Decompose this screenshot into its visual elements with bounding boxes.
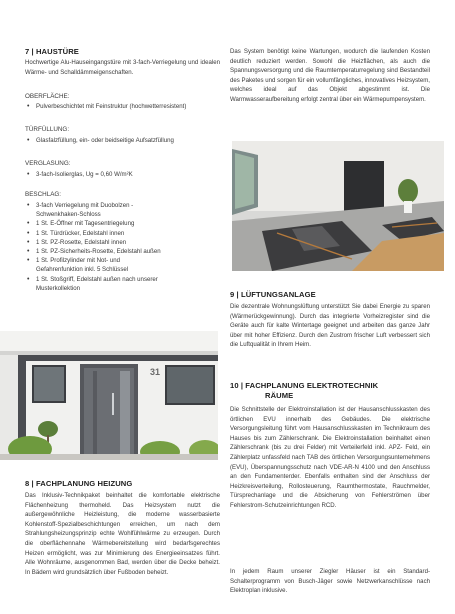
section-9-text: Die dezentrale Wohnungslüftung unterstützt Sie dabei Energie zu sparen (Wärmerückgewinnung). Durch das integrierte Vorheizregister sind die Geräte auch für kalte Wintertage geeignet und arbeiten das ganze Jahr über mit hoher Effizienz. Durch den Zustrom frischer Luft verbessert sich die Luftqualität in Ihrem Heim.: [230, 303, 430, 349]
fill-label: TÜRFÜLLUNG:: [25, 126, 70, 133]
house-number: 31: [150, 367, 161, 377]
glazing-list: [25, 170, 226, 179]
section-10-text-2: In jedem Raum unserer Ziegler Häuser ist ein Standard-Schalterprogramm von Busch-Jäger sowie Netzwerkanschlüsse nach Elektroplan inklusive.: [230, 568, 430, 595]
floor-heating-photo: [232, 141, 444, 271]
section-7-heading: 7 | HAUSTÜRE: [25, 47, 79, 56]
fittings-label: BESCHLAG:: [25, 191, 62, 198]
section-8-heading: 8 | FACHPLANUNG HEIZUNG: [25, 479, 133, 488]
fill-list: [25, 136, 226, 145]
fittings-item: • 1 St. Türdrücker, Edelstahl innen: [36, 229, 161, 238]
section-10-text: Die Schnittstelle der Elektroinstallation ist der Hausanschlusskasten des örtlichen EVU innerhalb des Gebäudes. Die elektrische Versorgungsleitung führt vom Hausanschlusskasten im Technikraum des Hauses bis zum Zählerschrank. Die Elektroinstallation beinhaltet einen Zählerschrank (bis zu drei Felder) mit Verteilerfeld inkl. APZ- Feld, ein Zählerplatz unfassfeld nach TAB des örtlichen Versorgungsunternehmens (EVU), Überspannungsschutz nach VDE-AR-N 4100 und den Anschluss an den Fundamenterder. Ebenfalls enthalten sind der Anschluss der Heizkreisverteilung, Rollosteuerung, Raumthermostate, Rauchmelder, Türsprechanlage und die Absicherung von Fehlerströmen über Fehlerstrom-Schutzeinrichtungen RCD.: [230, 406, 430, 509]
section-10-heading: [230, 381, 378, 401]
fill-item: • Glasfalzfüllung, ein- oder beidseitige Aufsatzfüllung: [36, 136, 226, 145]
section-10-heading-line2: RÄUME: [265, 391, 294, 400]
surface-item: • Pulverbeschichtet mit Feinstruktur (hochwetterresistent): [36, 102, 226, 111]
front-door-photo: [0, 331, 218, 460]
section-9-heading: 9 | LÜFTUNGSANLAGE: [230, 290, 316, 299]
fittings-item: • 3-fach Verriegelung mit Duobolzen - Schwenkhaken-Schloss: [36, 201, 161, 219]
fittings-item: • 1 St. E-Öffner mit Tagesentriegelung: [36, 219, 161, 228]
glazing-item: • 3-fach-Isolierglas, Ug = 0,60 W/m²K: [36, 170, 226, 179]
fittings-item: • 1 St. Profilzylinder mit Not- und Gefahrenfunktion inkl. 5 Schlüssel: [36, 256, 161, 274]
glazing-label: VERGLASUNG:: [25, 160, 71, 167]
section-10-heading-line1: 10 | FACHPLANUNG ELEKTROTECHNIK: [230, 381, 379, 390]
section-8-text: Das Inklusiv-Technikpaket beinhaltet die komfortable elektrische Flächenheizung thermoheld. Das Heizsystem nutzt die außergewöhnliche Heizleistung, die moderne wasserbasierte Kohlenstoff-Spezialbeschichtungen erreichen, um nach dem Strahlungsheizungsprinzip echte Wohlfühlwärme zu erzeugen. Durch die oberflächennahe Wärmebereitstellung wird bedarfsgerechtes Heizen ermöglicht, was zur Minimierung des Energieeinsatzes führt. Alle Wohnräume, ausgenommen Bad, werden über die Decke beheizt. In Bädern wird grundsätzlich über Fußboden beheizt.: [25, 492, 220, 576]
section-7-intro: Hochwertige Alu-Hauseingangstüre mit 3-fach-Verriegelung und idealen Wärme- und Schalldämmeigenschaften.: [25, 59, 220, 76]
surface-label: OBERFLÄCHE:: [25, 93, 70, 100]
surface-list: [25, 102, 226, 111]
heating-continued-text: Das System benötigt keine Wartungen, wodurch die laufenden Kosten deutlich reduziert werden. Sowohl die Heizflächen, als auch die Spannungsversorgung und die Raumtemperaturregelung sind Bestandteil des Paketes und sorgen für ein vollumfängliches, innovatives Heizsystem, welches ideal auf das Objekt abgestimmt ist. Die Warmwasseraufbereitung erfolgt zentral über ein Wärmepumpensystem.: [230, 48, 430, 103]
fittings-item: • 1 St. PZ-Sicherheits-Rosette, Edelstahl außen: [36, 247, 161, 256]
fittings-item: • 1 St. PZ-Rosette, Edelstahl innen: [36, 238, 161, 247]
fittings-list: [25, 201, 161, 293]
fittings-item: • 1 St. Stoßgriff, Edelstahl außen nach unserer Musterkollektion: [36, 275, 161, 293]
